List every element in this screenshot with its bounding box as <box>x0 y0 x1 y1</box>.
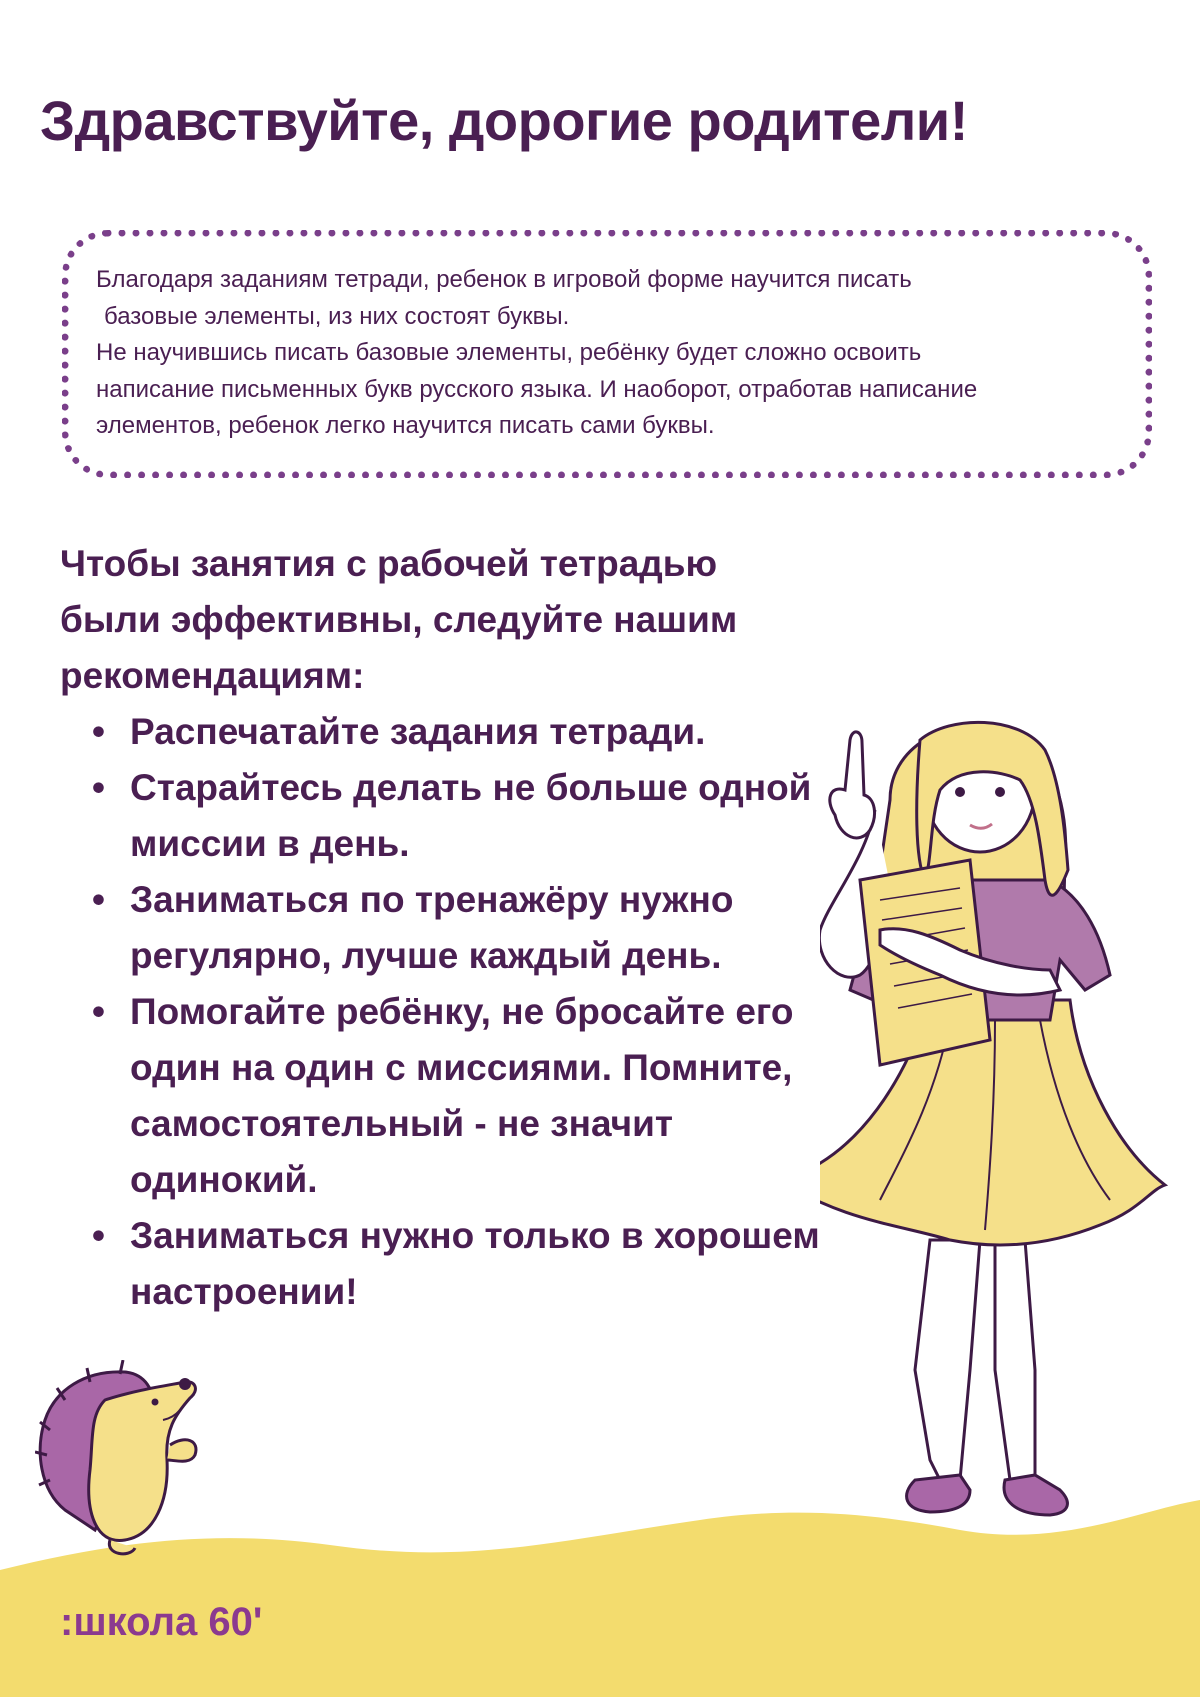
page-title: Здравствуйте, дорогие родители! <box>40 89 968 152</box>
intro-line: Благодаря заданиям тетради, ребенок в игровой форме научится писать <box>96 266 912 293</box>
recommendations-list <box>60 704 820 1320</box>
recommendations-heading: Чтобы занятия с рабочей тетрадью были эффективны, следуйте нашим рекомендациям: <box>60 543 738 696</box>
intro-line: базовые элементы, из них состоят буквы. <box>104 302 570 330</box>
intro-line: Не научившись писать базовые элементы, ребёнку будет сложно освоить <box>96 339 922 366</box>
list-item: • Распечатайте задания тетради. <box>60 704 820 760</box>
hedgehog-illustration-icon <box>35 1360 215 1560</box>
girl-illustration-icon <box>820 720 1180 1640</box>
list-item: • Старайтесь делать не больше одной миссии в день. <box>60 760 820 872</box>
list-item: • Заниматься нужно только в хорошем настроении! <box>60 1208 820 1320</box>
school-logo: :школа 60' <box>60 1600 263 1644</box>
list-item: • Помогайте ребёнку, не бросайте его один на один с миссиями. Помните, самостоятельный - не значит одинокий. <box>60 984 820 1208</box>
recommendations <box>60 536 820 1320</box>
intro-line: элементов, ребенок легко научится писать сами буквы. <box>96 412 715 439</box>
intro-text <box>96 262 1116 445</box>
intro-line: написание письменных букв русского языка. И наоборот, отработав написание <box>96 375 978 403</box>
list-item: • Заниматься по тренажёру нужно регулярно, лучше каждый день. <box>60 872 820 984</box>
